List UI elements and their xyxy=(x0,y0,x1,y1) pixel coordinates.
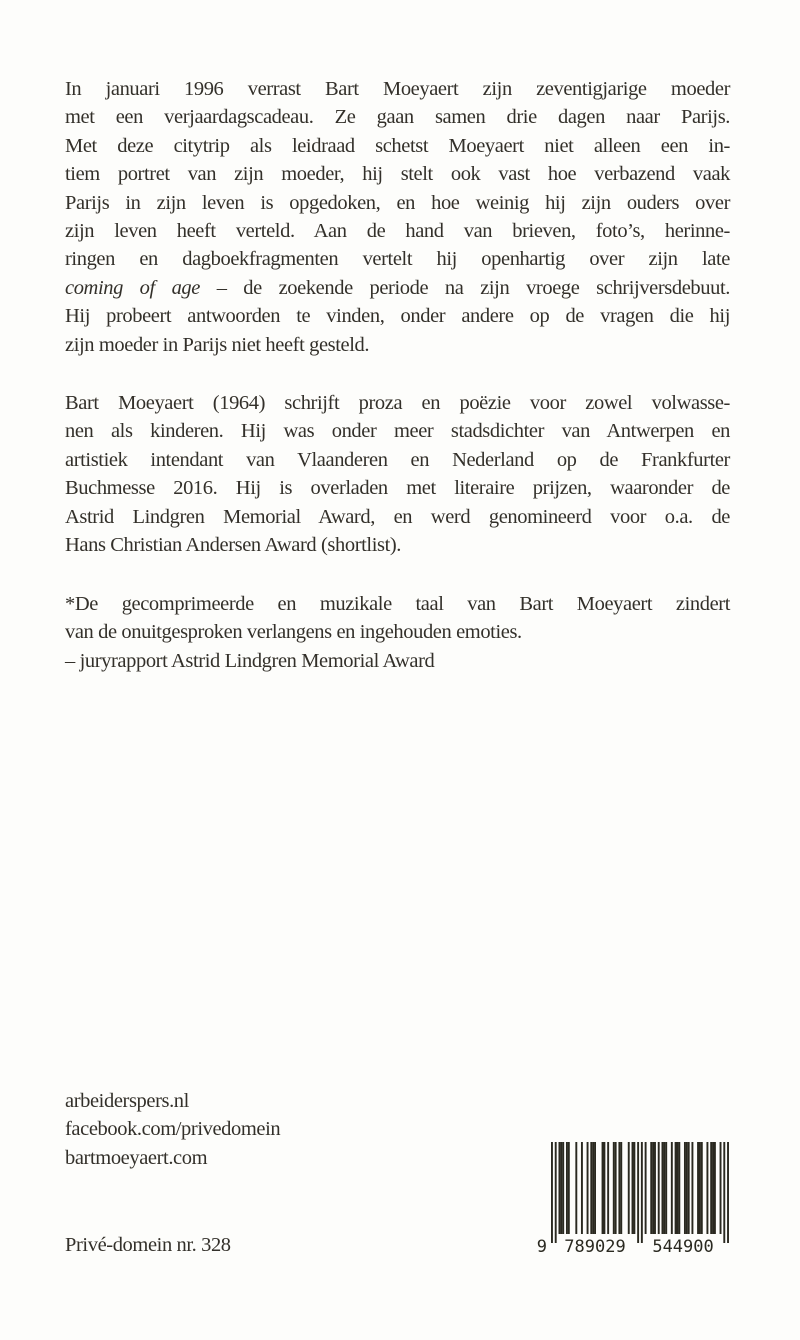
ean13-barcode xyxy=(533,1140,729,1256)
text-line: Astrid Lindgren Memorial Award, en werd genomineerd voor o.a. de xyxy=(65,505,730,528)
text-line: In januari 1996 verrast Bart Moeyaert zijn zeventigjarige moeder xyxy=(65,78,730,100)
text-line: Parijs in zijn leven is opgedoken, en hoe weinig hij zijn ouders over xyxy=(65,191,730,214)
text-line: Buchmesse 2016. Hij is overladen met literaire prijzen, waaronder de xyxy=(65,477,730,500)
text-line: nen als kinderen. Hij was onder meer stadsdichter van Antwerpen en xyxy=(65,420,730,443)
website-link: bartmoeyaert.com xyxy=(65,1146,208,1169)
text-line: ringen en dagboekfragmenten vertelt hij openhartig over zijn late xyxy=(65,248,730,271)
text-line: Hij probeert antwoorden te vinden, onder andere op de vragen die hij xyxy=(65,305,730,328)
website-link: facebook.com/privedomein xyxy=(65,1118,281,1141)
text-line: met een verjaardagscadeau. Ze gaan samen drie dagen naar Parijs. xyxy=(65,106,730,129)
jury-quote-paragraph xyxy=(65,590,730,675)
text-line: *De gecomprimeerde en muzikale taal van Bart Moeyaert zindert xyxy=(65,593,730,615)
text-line: coming of age – de zoekende periode na zijn vroege schrijversdebuut. xyxy=(65,276,730,299)
author-bio-paragraph xyxy=(65,389,730,559)
text-line: – juryrapport Astrid Lindgren Memorial Award xyxy=(65,649,435,672)
text-line: zijn leven heeft verteld. Aan de hand van brieven, foto’s, herinne- xyxy=(65,220,730,243)
series-label-text: Privé-domein nr. 328 xyxy=(65,1234,231,1256)
barcode-number: 9 xyxy=(536,1237,547,1256)
text-line: artistiek intendant van Vlaanderen en Nederland op de Frankfurter xyxy=(65,448,730,471)
website-link: arbeiderspers.nl xyxy=(65,1090,189,1112)
text-line: Bart Moeyaert (1964) schrijft proza en poëzie voor zowel volwasse- xyxy=(65,392,730,414)
barcode-number: 789029 xyxy=(564,1237,626,1256)
isbn-barcode xyxy=(533,1140,729,1256)
text-line: zijn moeder in Parijs niet heeft gesteld. xyxy=(65,333,370,356)
text-line: van de onuitgesproken verlangens en ingehouden emoties. xyxy=(65,621,522,644)
text-line: Met deze citytrip als leidraad schetst Moeyaert niet alleen een in- xyxy=(65,134,730,157)
text-line: tiem portret van zijn moeder, hij stelt ook vast hoe verbazend vaak xyxy=(65,163,730,186)
text-line: Hans Christian Andersen Award (shortlist). xyxy=(65,534,402,557)
blurb-paragraph xyxy=(65,75,730,359)
barcode-number: 544900 xyxy=(652,1237,714,1256)
